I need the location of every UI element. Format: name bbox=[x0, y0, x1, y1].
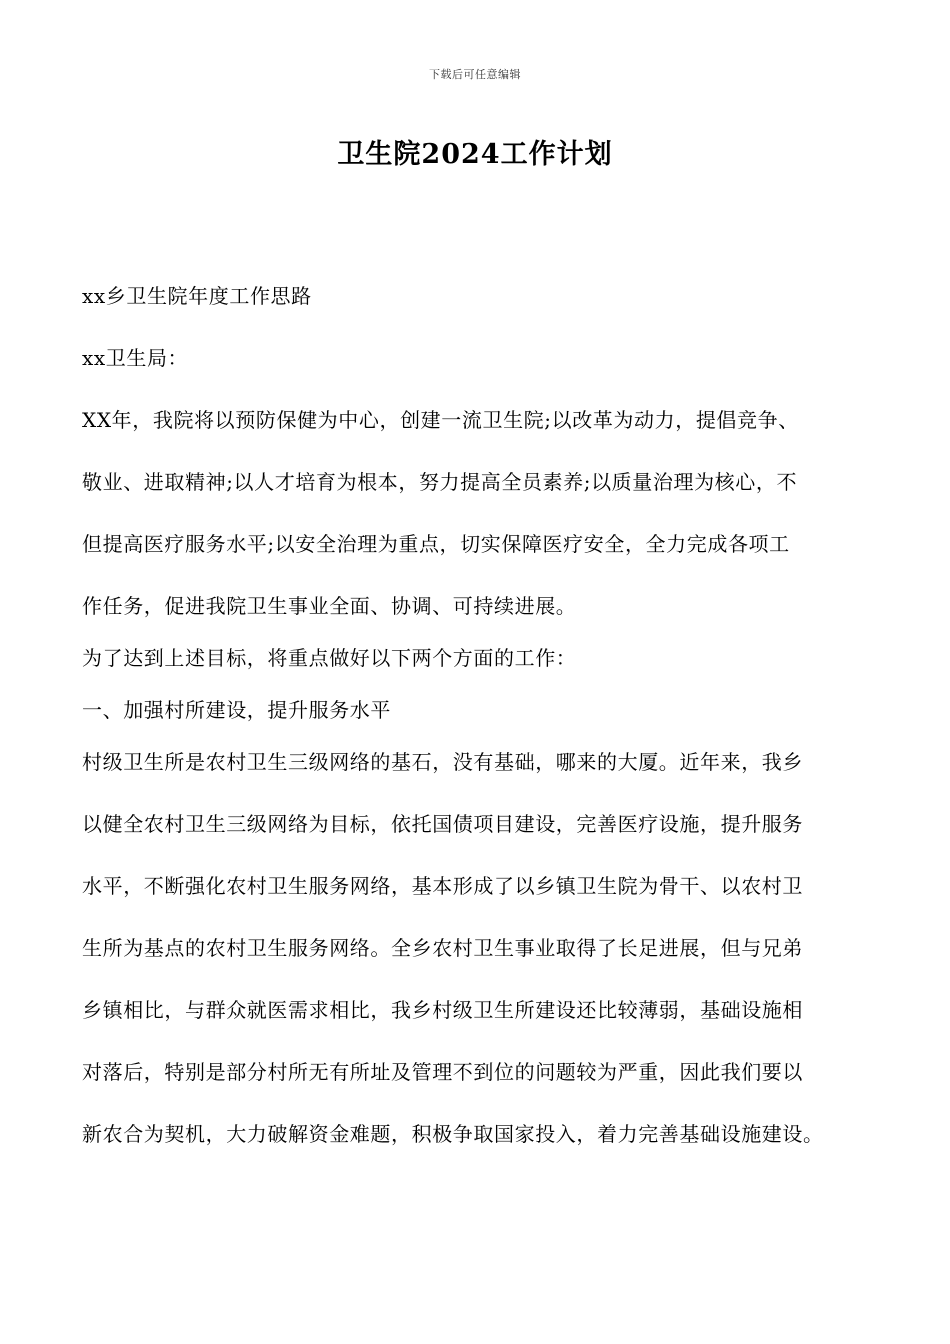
paragraph-line: 但提高医疗服务水平;以安全治理为重点，切实保障医疗安全，全力完成各项工 bbox=[82, 532, 790, 556]
page-title: 卫生院2024工作计划 bbox=[337, 139, 613, 170]
paragraph-line: 生所为基点的农村卫生服务网络。全乡农村卫生事业取得了长足进展，但与兄弟 bbox=[82, 936, 803, 960]
paragraph-line: 对落后，特别是部分村所无有所址及管理不到位的问题较为严重，因此我们要以 bbox=[82, 1060, 803, 1084]
paragraph-line: 为了达到上述目标，将重点做好以下两个方面的工作： bbox=[82, 646, 577, 670]
paragraph-line: 水平，不断强化农村卫生服务网络，基本形成了以乡镇卫生院为骨干、以农村卫 bbox=[82, 874, 803, 898]
document-body bbox=[82, 279, 872, 1179]
paragraph-line: 以健全农村卫生三级网络为目标，依托国债项目建设，完善医疗设施，提升服务 bbox=[82, 812, 803, 836]
paragraph-line: 村级卫生所是农村卫生三级网络的基石，没有基础，哪来的大厦。近年来，我乡 bbox=[82, 750, 803, 774]
paragraph-line: 作任务，促进我院卫生事业全面、协调、可持续进展。 bbox=[82, 594, 577, 618]
salutation: xx卫生局： bbox=[82, 346, 189, 370]
paragraph-line: 乡镇相比，与群众就医需求相比，我乡村级卫生所建设还比较薄弱，基础设施相 bbox=[82, 998, 803, 1022]
header-note: 下载后可任意编辑 bbox=[429, 68, 521, 81]
paragraph-line: XX年，我院将以预防保健为中心，创建一流卫生院;以改革为动力，提倡竞争、 bbox=[82, 408, 799, 432]
section-heading: 一、加强村所建设，提升服务水平 bbox=[82, 698, 391, 722]
paragraph-line: 新农合为契机，大力破解资金难题，积极争取国家投入，着力完善基础设施建设。 bbox=[82, 1122, 824, 1146]
paragraph-line: 敬业、进取精神;以人才培育为根本，努力提高全员素养;以质量治理为核心，不 bbox=[82, 470, 798, 494]
section-heading: xx乡卫生院年度工作思路 bbox=[82, 284, 312, 308]
